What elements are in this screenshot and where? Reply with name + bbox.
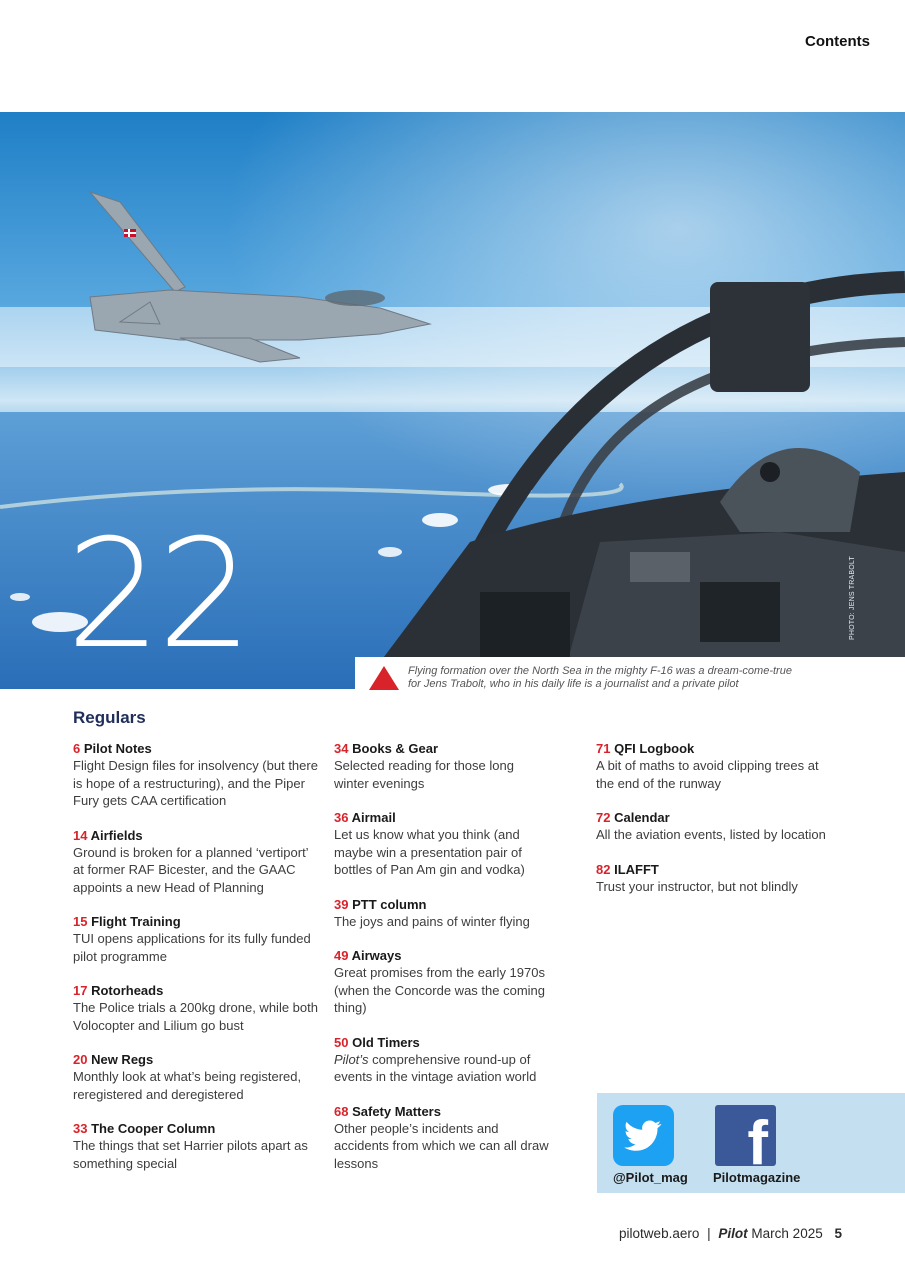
- contents-entry[interactable]: [596, 861, 826, 896]
- contents-entry[interactable]: [334, 947, 549, 1017]
- page-footer: [619, 1226, 842, 1241]
- contents-entry[interactable]: [596, 809, 826, 844]
- entry-page-number: 49: [334, 948, 349, 963]
- entry-description-italic: Pilot’s: [334, 1051, 369, 1067]
- entry-page-number: 6: [73, 741, 81, 756]
- entry-title: QFI Logbook: [614, 741, 695, 756]
- contents-column-3: [596, 740, 826, 912]
- photo-credit: PHOTO: JENS TRABOLT: [849, 556, 856, 640]
- entry-description: Other people’s incidents and accidents from which we can all draw lessons: [334, 1120, 549, 1171]
- entry-description: Great promises from the early 1970s (when the Concorde was the coming thing): [334, 965, 546, 1015]
- contents-entry[interactable]: [73, 982, 318, 1034]
- entry-description-rest: comprehensive round-up of events in the vintage aviation world: [334, 1051, 537, 1084]
- contents-entry[interactable]: [73, 1120, 318, 1172]
- footer-issue: March 2025: [751, 1226, 823, 1241]
- entry-title: The Cooper Column: [91, 1121, 216, 1136]
- contents-entry[interactable]: [596, 740, 826, 792]
- entry-page-number: 33: [73, 1121, 88, 1136]
- twitter-bird-icon[interactable]: [613, 1105, 674, 1166]
- contents-entry[interactable]: [73, 913, 318, 965]
- entry-title: PTT column: [352, 896, 427, 912]
- entry-title: Calendar: [614, 810, 670, 825]
- entry-title: ILAFFT: [614, 861, 659, 877]
- facebook-f-icon[interactable]: f: [715, 1105, 776, 1166]
- contents-entry[interactable]: [334, 896, 549, 931]
- entry-page-number: 17: [73, 983, 88, 998]
- footer-magazine-name: Pilot: [718, 1226, 748, 1241]
- contents-entry[interactable]: [73, 740, 318, 810]
- entry-title: Books & Gear: [352, 741, 439, 756]
- entry-page-number: 71: [596, 741, 611, 756]
- contents-column-1: [73, 740, 318, 1189]
- entry-title: Airways: [351, 948, 402, 963]
- caption-line-1: Flying formation over the North Sea in the mighty F-16 was a dream-come-true: [408, 665, 792, 677]
- entry-title: Rotorheads: [91, 983, 164, 998]
- entry-page-number: 82: [596, 861, 611, 877]
- entry-title: Airmail: [351, 810, 396, 825]
- entry-page-number: 34: [334, 741, 349, 756]
- twitter-handle[interactable]: @Pilot_mag: [613, 1170, 688, 1185]
- entry-description: Trust your instructor, but not blindly: [596, 878, 798, 894]
- entry-title: New Regs: [91, 1052, 154, 1067]
- entry-description: The things that set Harrier pilots apart as something special: [73, 1138, 308, 1171]
- entry-title: Pilot Notes: [83, 741, 152, 756]
- entry-page-number: 20: [73, 1052, 88, 1067]
- entry-title: Flight Training: [91, 914, 181, 929]
- entry-page-number: 68: [334, 1103, 349, 1119]
- caption-text: [408, 665, 888, 691]
- section-title: Contents: [805, 33, 870, 50]
- contents-column-2: [334, 740, 549, 1189]
- entry-title: Old Timers: [352, 1034, 420, 1050]
- contents-entry[interactable]: [334, 809, 549, 879]
- entry-page-number: 72: [596, 810, 611, 825]
- entry-description: [334, 1051, 549, 1086]
- contents-entry[interactable]: [73, 1051, 318, 1103]
- entry-description: Ground is broken for a planned ‘vertiport’ at former RAF Bicester, and the GAAC appoints a new Head of Planning: [73, 844, 309, 895]
- contents-entry[interactable]: [334, 740, 549, 792]
- footer-separator: |: [707, 1226, 711, 1241]
- entry-title: Airfields: [90, 827, 143, 843]
- entry-page-number: 14: [73, 827, 88, 843]
- contents-entry[interactable]: [73, 827, 318, 897]
- entry-description: The joys and pains of winter flying: [334, 913, 530, 929]
- entry-description: Let us know what you think (and maybe win a presentation pair of bottles of Pan Am gin and vodka): [334, 827, 525, 877]
- regulars-heading: Regulars: [73, 708, 146, 727]
- entry-description: TUI opens applications for its fully funded pilot programme: [73, 931, 311, 964]
- entry-description: Selected reading for those long winter evenings: [334, 758, 514, 791]
- feature-page-number: 22: [66, 508, 249, 682]
- entry-title: Safety Matters: [352, 1103, 441, 1119]
- footer-page-number: 5: [834, 1226, 842, 1241]
- entry-description: The Police trials a 200kg drone, while both Volocopter and Lilium go bust: [73, 1000, 318, 1033]
- facebook-name[interactable]: Pilotmagazine: [713, 1170, 801, 1185]
- entry-page-number: 39: [334, 896, 349, 912]
- entry-description: All the aviation events, listed by location: [596, 827, 826, 842]
- caption-triangle-icon: [369, 666, 399, 690]
- social-media-panel: [597, 1093, 905, 1193]
- entry-page-number: 50: [334, 1034, 349, 1050]
- contents-entry[interactable]: [334, 1103, 549, 1173]
- contents-entry[interactable]: [334, 1034, 549, 1086]
- entry-description: Monthly look at what’s being registered, reregistered and deregistered: [73, 1069, 302, 1102]
- photo-caption: [355, 657, 905, 689]
- caption-line-2: for Jens Trabolt, who in his daily life is a journalist and a private pilot: [408, 678, 739, 690]
- entry-page-number: 36: [334, 810, 349, 825]
- entry-description: Flight Design files for insolvency (but there is hope of a restructuring), and the Piper Fury gets CAA certification: [73, 758, 318, 808]
- entry-description: A bit of maths to avoid clipping trees at the end of the runway: [596, 758, 819, 791]
- entry-page-number: 15: [73, 914, 88, 929]
- footer-site[interactable]: pilotweb.aero: [619, 1226, 700, 1241]
